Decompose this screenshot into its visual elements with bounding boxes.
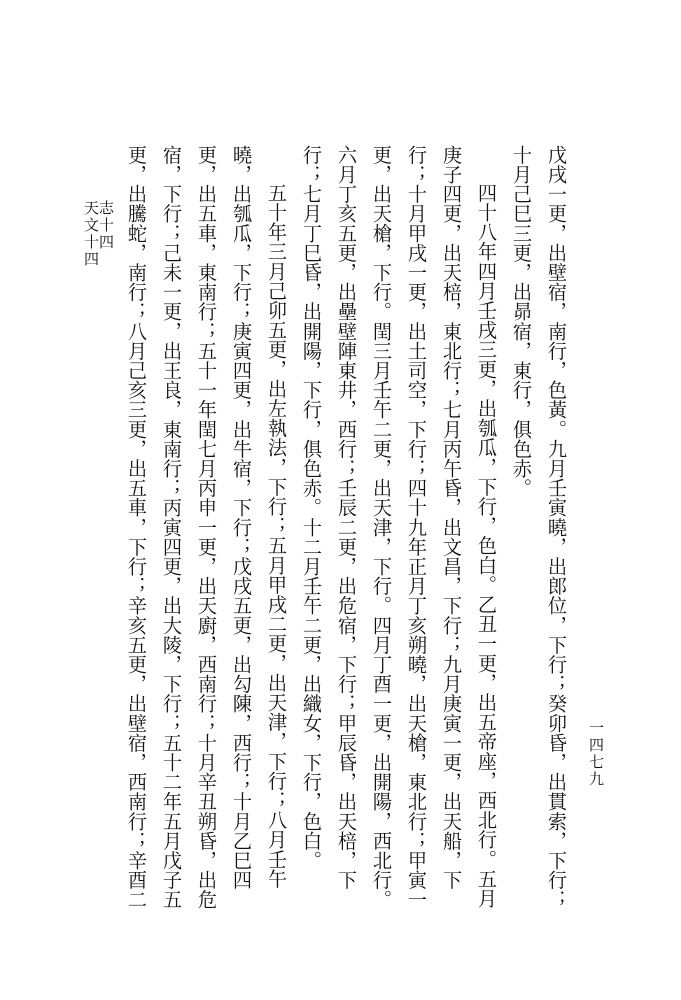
paragraph-year-48: 四十八年四月壬戌三更，出瓠瓜，下行，色白。乙丑一更，出五帝座，西北行。五月庚子四更，出天棓，東北行；七月丙午昏，出文昌，下行；九月庚寅一更，出天船，下行；十月甲戌一更，出土司空，下行；四十九年正月丁亥朔曉，出天槍，東北行；甲寅一更，出天槍，下行。閏三月壬午二更，出天津，下行。四月丁酉一更，出開陽，西北行。六月丁亥五更，出壘壁陣東井，西行；壬辰二更，出危宿，下行；甲辰昏，出天棓，下行；七月丁巳昏，出開陽，下行，俱色赤。十二月壬午二更，出織女，下行，色白。 <box>300 145 498 910</box>
running-head <box>83 200 113 268</box>
paragraph-continued: 戊戌一更，出壁宿，南行，色黃。九月壬寅曉，出郎位，下行；癸卯昏，出貫索，下行；十月己巳三更，出昴宿，東行，俱色赤。 <box>510 145 568 910</box>
paragraph-year-50: 五十年三月己卯五更，出左執法，下行；五月甲戌二更，出天津，下行；八月壬午曉，出瓠瓜，下行；庚寅四更，出牛宿，下行；戊戌五更，出勾陳，西行；十月乙巳四更，出五車，東南行；五十一年閏七月丙申一更，出天廚，西南行；十月辛丑朔昏，出危宿，下行；己未一更，出王良，東南行；丙寅四更，出大陵，下行；五十二年五月戊子五更，出騰蛇，南行；八月己亥三更，出五車，下行；辛亥五更，出壁宿，西南行；辛酉二 <box>125 145 288 910</box>
running-head-section: 志十四 <box>97 200 115 251</box>
page-number: 一四七九 <box>587 720 605 788</box>
main-text <box>118 145 574 915</box>
running-head-title: 天文十四 <box>82 200 100 268</box>
